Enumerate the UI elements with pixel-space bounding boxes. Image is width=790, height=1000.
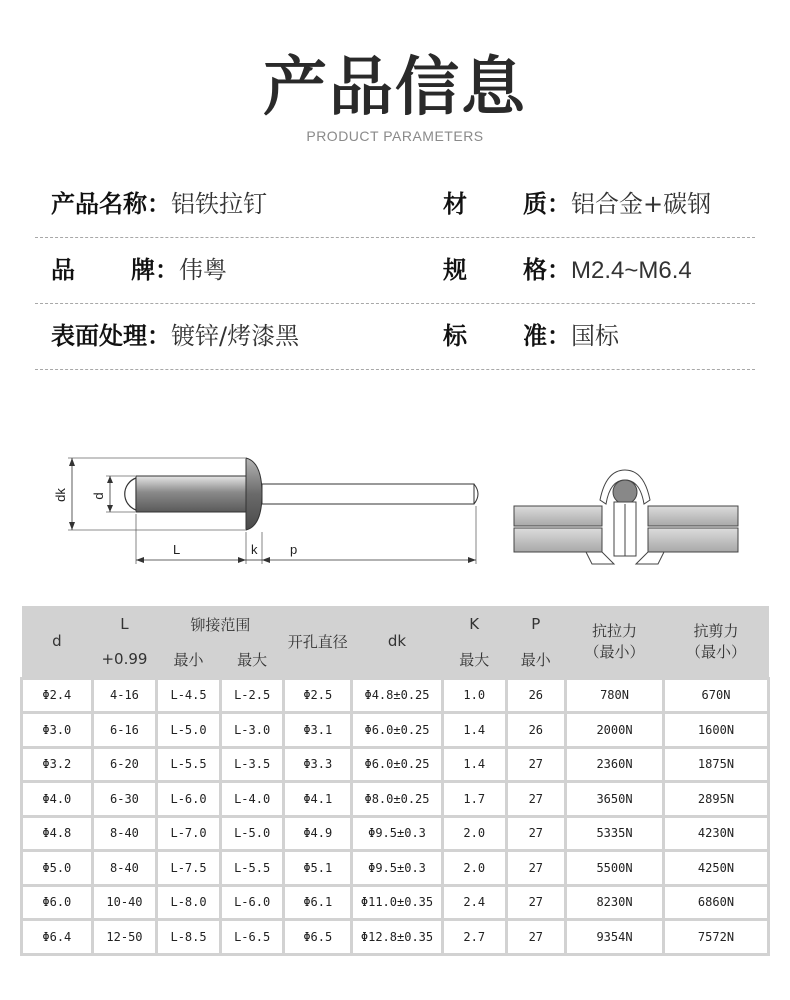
cell-tensile: 2360N (566, 747, 664, 782)
table-header (22, 606, 769, 678)
cell-L: 8-40 (92, 851, 157, 886)
label-k: k (251, 542, 258, 557)
parameter-table (20, 606, 770, 956)
spec-label-char: 品 (51, 256, 75, 284)
spec-label: 表面处理 (51, 322, 147, 350)
cell-P: 27 (506, 851, 566, 886)
cell-tensile: 8230N (566, 885, 664, 920)
installed-rivet-section (514, 470, 738, 564)
cell-P: 27 (506, 920, 566, 955)
header-d: d (52, 632, 62, 651)
cell-K: 1.4 (442, 713, 506, 748)
cell-grip-min: L-5.5 (157, 747, 221, 782)
cell-L: 6-20 (92, 747, 157, 782)
cell-hole-dia: Φ3.1 (284, 713, 352, 748)
cell-grip-min: L-4.5 (157, 678, 221, 713)
cell-K: 2.0 (442, 851, 506, 886)
cell-K: 2.7 (442, 920, 506, 955)
cell-hole-dia: Φ5.1 (284, 851, 352, 886)
cell-tensile: 5500N (566, 851, 664, 886)
table-row (22, 782, 769, 817)
cell-grip-max: L-5.5 (220, 851, 284, 886)
spec-label-char: 格 (523, 256, 547, 284)
cell-d: Φ4.8 (22, 816, 93, 851)
cell-dk: Φ6.0±0.25 (352, 713, 443, 748)
cell-grip-min: L-7.5 (157, 851, 221, 886)
cell-L: 12-50 (92, 920, 157, 955)
cell-tensile: 780N (566, 678, 664, 713)
cell-d: Φ6.4 (22, 920, 93, 955)
cell-K: 2.0 (442, 816, 506, 851)
cell-dk: Φ4.8±0.25 (352, 678, 443, 713)
spec-label (51, 252, 155, 288)
header-L: L (120, 615, 129, 633)
cell-K: 1.0 (442, 678, 506, 713)
cell-L: 8-40 (92, 816, 157, 851)
spec-item-name (51, 186, 267, 222)
table-row (22, 851, 769, 886)
cell-hole-dia: Φ6.1 (284, 885, 352, 920)
cell-tensile: 5335N (566, 816, 664, 851)
cell-K: 1.4 (442, 747, 506, 782)
spec-label-char: 质 (523, 190, 547, 218)
cell-shear: 7572N (663, 920, 768, 955)
cell-shear: 670N (663, 678, 768, 713)
cell-hole-dia: Φ2.5 (284, 678, 352, 713)
cell-L: 4-16 (92, 678, 157, 713)
spec-value: 铝合金+碳钢 (571, 190, 712, 218)
cell-dk: Φ6.0±0.25 (352, 747, 443, 782)
cell-dk: Φ8.0±0.25 (352, 782, 443, 817)
cell-shear: 4250N (663, 851, 768, 886)
rivet-body-shape (136, 476, 246, 512)
cell-shear: 1600N (663, 713, 768, 748)
spec-label-char: 准 (523, 322, 547, 350)
spec-value: 伟粤 (179, 256, 227, 284)
cell-grip-min: L-8.5 (157, 920, 221, 955)
header-tensile-sub: （最小） (584, 643, 645, 662)
spec-label-char: 材 (443, 190, 467, 218)
cell-dk: Φ9.5±0.3 (352, 816, 443, 851)
spec-row (35, 304, 755, 370)
spec-colon: ： (155, 256, 179, 284)
cell-shear: 1875N (663, 747, 768, 782)
dimension-length (136, 506, 476, 564)
spec-colon: ： (147, 322, 171, 350)
cell-P: 27 (506, 816, 566, 851)
header-K-sub: 最大 (459, 650, 490, 669)
header-P-sub: 最小 (520, 650, 551, 669)
header-tensile-label: 抗拉力 (592, 622, 638, 641)
spec-colon: ： (547, 256, 571, 284)
cell-P: 27 (506, 782, 566, 817)
header-L-tol: +0.99 (101, 650, 148, 669)
spec-item-material (443, 186, 711, 222)
cell-P: 27 (506, 747, 566, 782)
cell-grip-max: L-6.0 (220, 885, 284, 920)
cell-shear: 6860N (663, 885, 768, 920)
cell-grip-min: L-8.0 (157, 885, 221, 920)
spec-colon: ： (547, 322, 571, 350)
cell-d: Φ2.4 (22, 678, 93, 713)
spec-value: M2.4~M6.4 (571, 257, 692, 284)
page-title: 产品信息 (263, 51, 527, 125)
cell-dk: Φ9.5±0.3 (352, 851, 443, 886)
cell-grip-max: L-3.0 (220, 713, 284, 748)
cell-d: Φ5.0 (22, 851, 93, 886)
cell-grip-max: L-2.5 (220, 678, 284, 713)
mandrel-ball-shape (125, 478, 136, 510)
cell-hole-dia: Φ4.9 (284, 816, 352, 851)
spec-item-standard (443, 318, 619, 354)
table-row (22, 747, 769, 782)
spec-label: 产品名称 (51, 190, 147, 218)
label-p: p (290, 542, 298, 557)
mandrel-shank-shape (262, 484, 474, 504)
cell-grip-max: L-4.0 (220, 782, 284, 817)
cell-d: Φ6.0 (22, 885, 93, 920)
spec-label (443, 186, 547, 222)
header-tensile (566, 606, 664, 678)
cell-grip-max: L-6.5 (220, 920, 284, 955)
cell-L: 6-30 (92, 782, 157, 817)
cell-P: 26 (506, 678, 566, 713)
table-row (22, 920, 769, 955)
spec-label-char: 标 (443, 322, 467, 350)
header-grip-range: 铆接范围 (190, 615, 251, 634)
cell-L: 6-16 (92, 713, 157, 748)
cell-K: 2.4 (442, 885, 506, 920)
spec-item-brand (51, 252, 227, 288)
table-body (22, 678, 769, 954)
cell-K: 1.7 (442, 782, 506, 817)
spec-row (35, 238, 755, 304)
cell-shear: 2895N (663, 782, 768, 817)
spec-colon: ： (547, 190, 571, 218)
header-K: K (469, 615, 480, 633)
spec-value: 铝铁拉钉 (171, 190, 267, 218)
spec-value: 镀锌/烤漆黑 (171, 322, 300, 350)
header-grip-min: 最小 (173, 650, 204, 669)
header-shear-label: 抗剪力 (693, 622, 739, 641)
spec-label-char: 规 (443, 256, 467, 284)
rivet-diagram (40, 440, 760, 590)
spec-item-surface (51, 318, 299, 354)
cell-grip-min: L-5.0 (157, 713, 221, 748)
header-shear-sub: （最小） (685, 643, 746, 662)
cell-tensile: 2000N (566, 713, 664, 748)
header-dk: dk (387, 632, 407, 651)
header-P: P (531, 615, 541, 633)
cell-hole-dia: Φ4.1 (284, 782, 352, 817)
cell-P: 27 (506, 885, 566, 920)
cell-tensile: 3650N (566, 782, 664, 817)
cell-dk: Φ11.0±0.35 (352, 885, 443, 920)
label-L: L (173, 542, 181, 557)
spec-label (443, 318, 547, 354)
cell-P: 26 (506, 713, 566, 748)
cell-L: 10-40 (92, 885, 157, 920)
table-row (22, 713, 769, 748)
header-grip-max: 最大 (237, 650, 268, 669)
cell-grip-min: L-6.0 (157, 782, 221, 817)
cell-hole-dia: Φ6.5 (284, 920, 352, 955)
table-row (22, 816, 769, 851)
label-dk: dk (53, 488, 68, 502)
cell-d: Φ3.0 (22, 713, 93, 748)
cell-grip-max: L-5.0 (220, 816, 284, 851)
spec-item-size (443, 252, 692, 289)
cell-d: Φ4.0 (22, 782, 93, 817)
cell-grip-min: L-7.0 (157, 816, 221, 851)
table-row (22, 678, 769, 713)
cell-shear: 4230N (663, 816, 768, 851)
spec-row (35, 172, 755, 238)
cell-hole-dia: Φ3.3 (284, 747, 352, 782)
cell-d: Φ3.2 (22, 747, 93, 782)
cell-tensile: 9354N (566, 920, 664, 955)
cell-dk: Φ12.8±0.35 (352, 920, 443, 955)
spec-label (443, 252, 547, 288)
label-d: d (91, 492, 106, 500)
rivet-head-shape (246, 458, 262, 530)
spec-label-char: 牌 (131, 256, 155, 284)
page-subtitle: PRODUCT PARAMETERS (306, 128, 484, 144)
spec-colon: ： (147, 190, 171, 218)
header-hole-dia: 开孔直径 (287, 632, 348, 651)
header-shear (663, 606, 768, 678)
cell-grip-max: L-3.5 (220, 747, 284, 782)
spec-value: 国标 (571, 322, 619, 350)
table-row (22, 885, 769, 920)
